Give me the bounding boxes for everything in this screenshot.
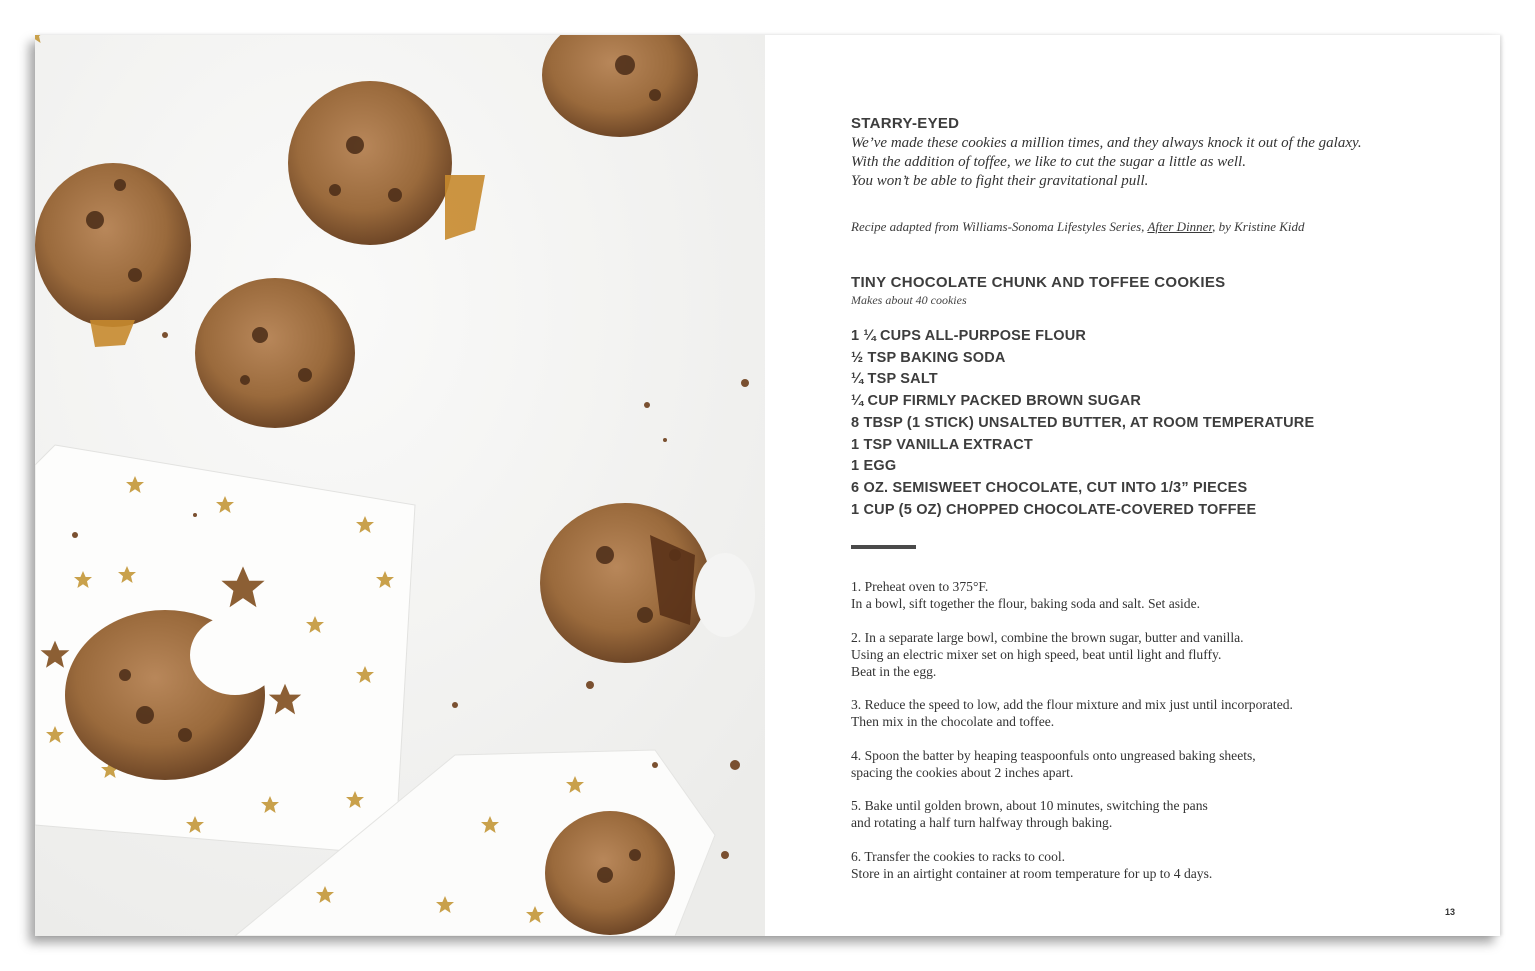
intro-line: We’ve made these cookies a million times, and they always knock it out of the galaxy.: [851, 135, 1362, 151]
section-divider: [851, 545, 916, 549]
intro-heading: STARRY-EYED: [851, 115, 960, 132]
method-step: [851, 848, 1451, 882]
cookies-photo: [35, 35, 765, 936]
bite-mark: [190, 615, 280, 695]
cookie: [288, 81, 452, 245]
ingredient-item: 6 OZ. SEMISWEET CHOCOLATE, CUT INTO 1/3” PIECES: [851, 479, 1248, 496]
ingredient-item: 1 TSP VANILLA EXTRACT: [851, 436, 1033, 453]
ingredient-item: ¼ TSP SALT: [851, 371, 938, 388]
ingredient-list: [851, 326, 1314, 521]
step-line: and rotating a half turn halfway through baking.: [851, 815, 1113, 831]
step-line: 2. In a separate large bowl, combine the brown sugar, butter and vanilla.: [851, 629, 1244, 645]
credit-prefix: Recipe adapted from Williams-Sonoma Lifestyles Series,: [851, 219, 1148, 234]
method-steps: [851, 578, 1451, 899]
cookie: [195, 278, 355, 428]
intro-text: [851, 134, 1362, 191]
step-line: 4. Spoon the batter by heaping teaspoonfuls onto ungreased baking sheets,: [851, 747, 1256, 763]
intro-line: With the addition of toffee, we like to cut the sugar a little as well.: [851, 154, 1246, 170]
method-step: [851, 696, 1451, 730]
method-step: [851, 578, 1451, 612]
recipe-page: [765, 35, 1500, 936]
step-line: Beat in the egg.: [851, 663, 937, 679]
step-line: spacing the cookies about 2 inches apart.: [851, 764, 1074, 780]
step-line: 6. Transfer the cookies to racks to cool.: [851, 848, 1066, 864]
recipe-title: TINY CHOCOLATE CHUNK AND TOFFEE COOKIES: [851, 274, 1226, 291]
page-number: 13: [1444, 907, 1455, 917]
recipe-credit: [851, 219, 1305, 235]
bite-mark: [695, 553, 755, 637]
ingredient-item: ¼ CUP FIRMLY PACKED BROWN SUGAR: [851, 393, 1142, 410]
ingredient-item: 1 EGG: [851, 458, 897, 475]
ingredient-item: 8 TBSP (1 STICK) UNSALTED BUTTER, AT ROOM TEMPERATURE: [851, 414, 1315, 431]
step-line: Then mix in the chocolate and toffee.: [851, 714, 1055, 730]
method-step: [851, 629, 1451, 680]
book-spread: [35, 35, 1500, 936]
step-line: 1. Preheat oven to 375°F.: [851, 579, 989, 594]
ingredient-item: ½ TSP BAKING SODA: [851, 349, 1006, 366]
cookies-illustration: [35, 35, 765, 936]
step-line: In a bowl, sift together the flour, baking soda and salt. Set aside.: [851, 596, 1201, 611]
method-step: [851, 797, 1451, 831]
step-line: 5. Bake until golden brown, about 10 minutes, switching the pans: [851, 798, 1208, 814]
credit-book-title: After Dinner: [1147, 219, 1213, 234]
step-line: Using an electric mixer set on high speed, beat until light and fluffy.: [851, 646, 1222, 662]
ingredient-item: 1 CUP (5 OZ) CHOPPED CHOCOLATE-COVERED TOFFEE: [851, 501, 1257, 518]
recipe-yield: Makes about 40 cookies: [851, 293, 967, 307]
method-step: [851, 747, 1451, 781]
step-line: Store in an airtight container at room temperature for up to 4 days.: [851, 865, 1213, 881]
ingredient-item: 1 ¼ CUPS ALL-PURPOSE FLOUR: [851, 328, 1087, 344]
cookie: [35, 163, 191, 327]
credit-suffix: , by Kristine Kidd: [1212, 219, 1305, 234]
step-line: 3. Reduce the speed to low, add the flour mixture and mix just until incorporated.: [851, 697, 1293, 713]
intro-line: You won’t be able to fight their gravitational pull.: [851, 173, 1149, 189]
